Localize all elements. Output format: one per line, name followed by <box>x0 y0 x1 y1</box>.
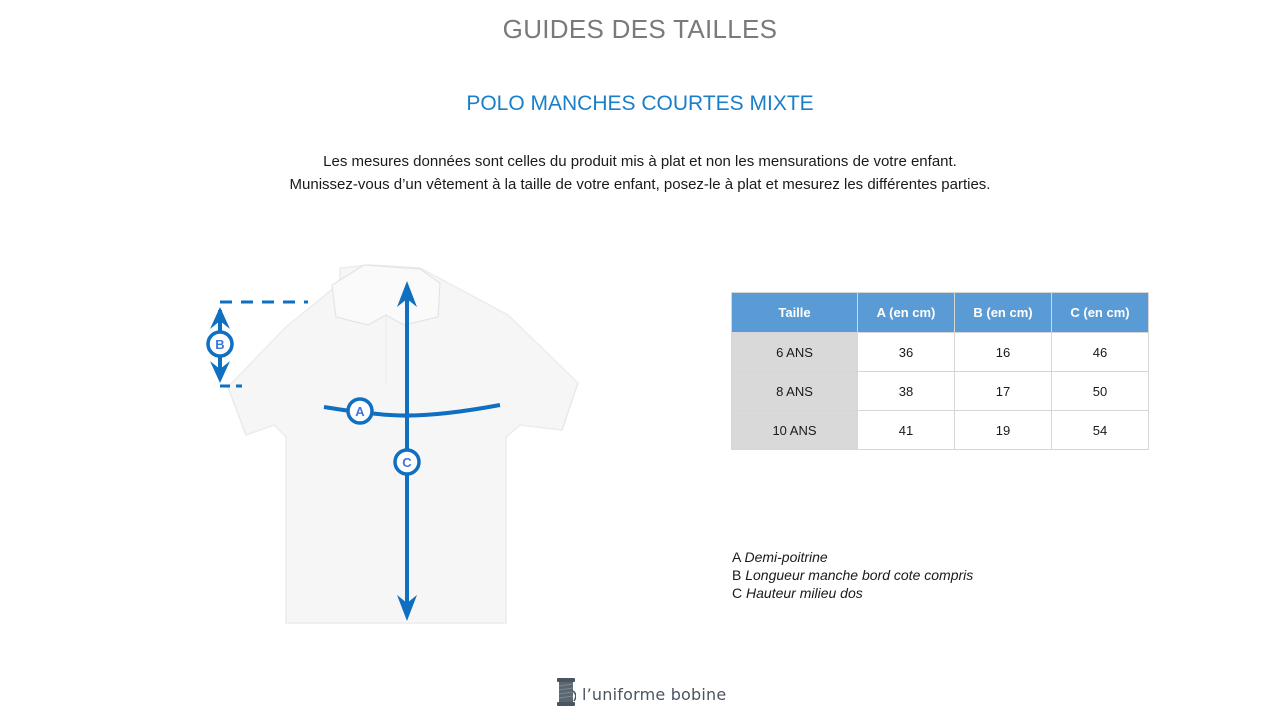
value-b: 16 <box>955 333 1052 372</box>
value-a: 38 <box>858 372 955 411</box>
legend-label: Longueur manche bord cote compris <box>745 567 974 583</box>
brand-logo <box>556 676 726 712</box>
svg-text:C: C <box>402 455 412 470</box>
legend-item <box>732 584 973 602</box>
legend-label: Hauteur milieu dos <box>746 585 863 601</box>
spool-icon <box>556 677 576 712</box>
intro-text <box>0 150 1280 196</box>
table-row <box>732 372 1149 411</box>
intro-line-2: Munissez-vous d’un vêtement à la taille de votre enfant, posez-le à plat et mesurez les différentes parties. <box>289 176 991 193</box>
value-c: 54 <box>1052 411 1149 450</box>
legend-item <box>732 566 973 584</box>
value-c: 46 <box>1052 333 1149 372</box>
svg-text:B: B <box>215 337 225 352</box>
product-title: POLO MANCHES COURTES MIXTE <box>466 92 814 115</box>
header-taille: Taille <box>732 293 858 333</box>
header-b: B (en cm) <box>955 293 1052 333</box>
value-a: 41 <box>858 411 955 450</box>
size-cell: 10 ANS <box>732 411 858 450</box>
size-cell: 8 ANS <box>732 372 858 411</box>
polo-shirt-illustration <box>228 265 578 623</box>
legend-key: A <box>732 549 741 565</box>
legend-key: C <box>732 585 743 601</box>
size-cell: 6 ANS <box>732 333 858 372</box>
table-row <box>732 333 1149 372</box>
page-title: GUIDES DES TAILLES <box>502 14 778 44</box>
value-b: 19 <box>955 411 1052 450</box>
intro-line-1: Les mesures données sont celles du produit mis à plat et non les mensurations de votre enfant. <box>323 153 957 170</box>
legend-item <box>732 548 973 566</box>
table-header-row <box>732 293 1149 333</box>
size-table <box>731 292 1149 450</box>
measurement-legend <box>732 548 973 602</box>
legend-key: B <box>732 567 742 583</box>
brand-name: l’uniforme bobine <box>582 684 727 704</box>
legend-label: Demi-poitrine <box>744 549 828 565</box>
value-a: 36 <box>858 333 955 372</box>
value-b: 17 <box>955 372 1052 411</box>
measurement-diagram <box>190 255 610 635</box>
table-row <box>732 411 1149 450</box>
header-c: C (en cm) <box>1052 293 1149 333</box>
value-c: 50 <box>1052 372 1149 411</box>
header-a: A (en cm) <box>858 293 955 333</box>
svg-text:A: A <box>355 404 365 419</box>
